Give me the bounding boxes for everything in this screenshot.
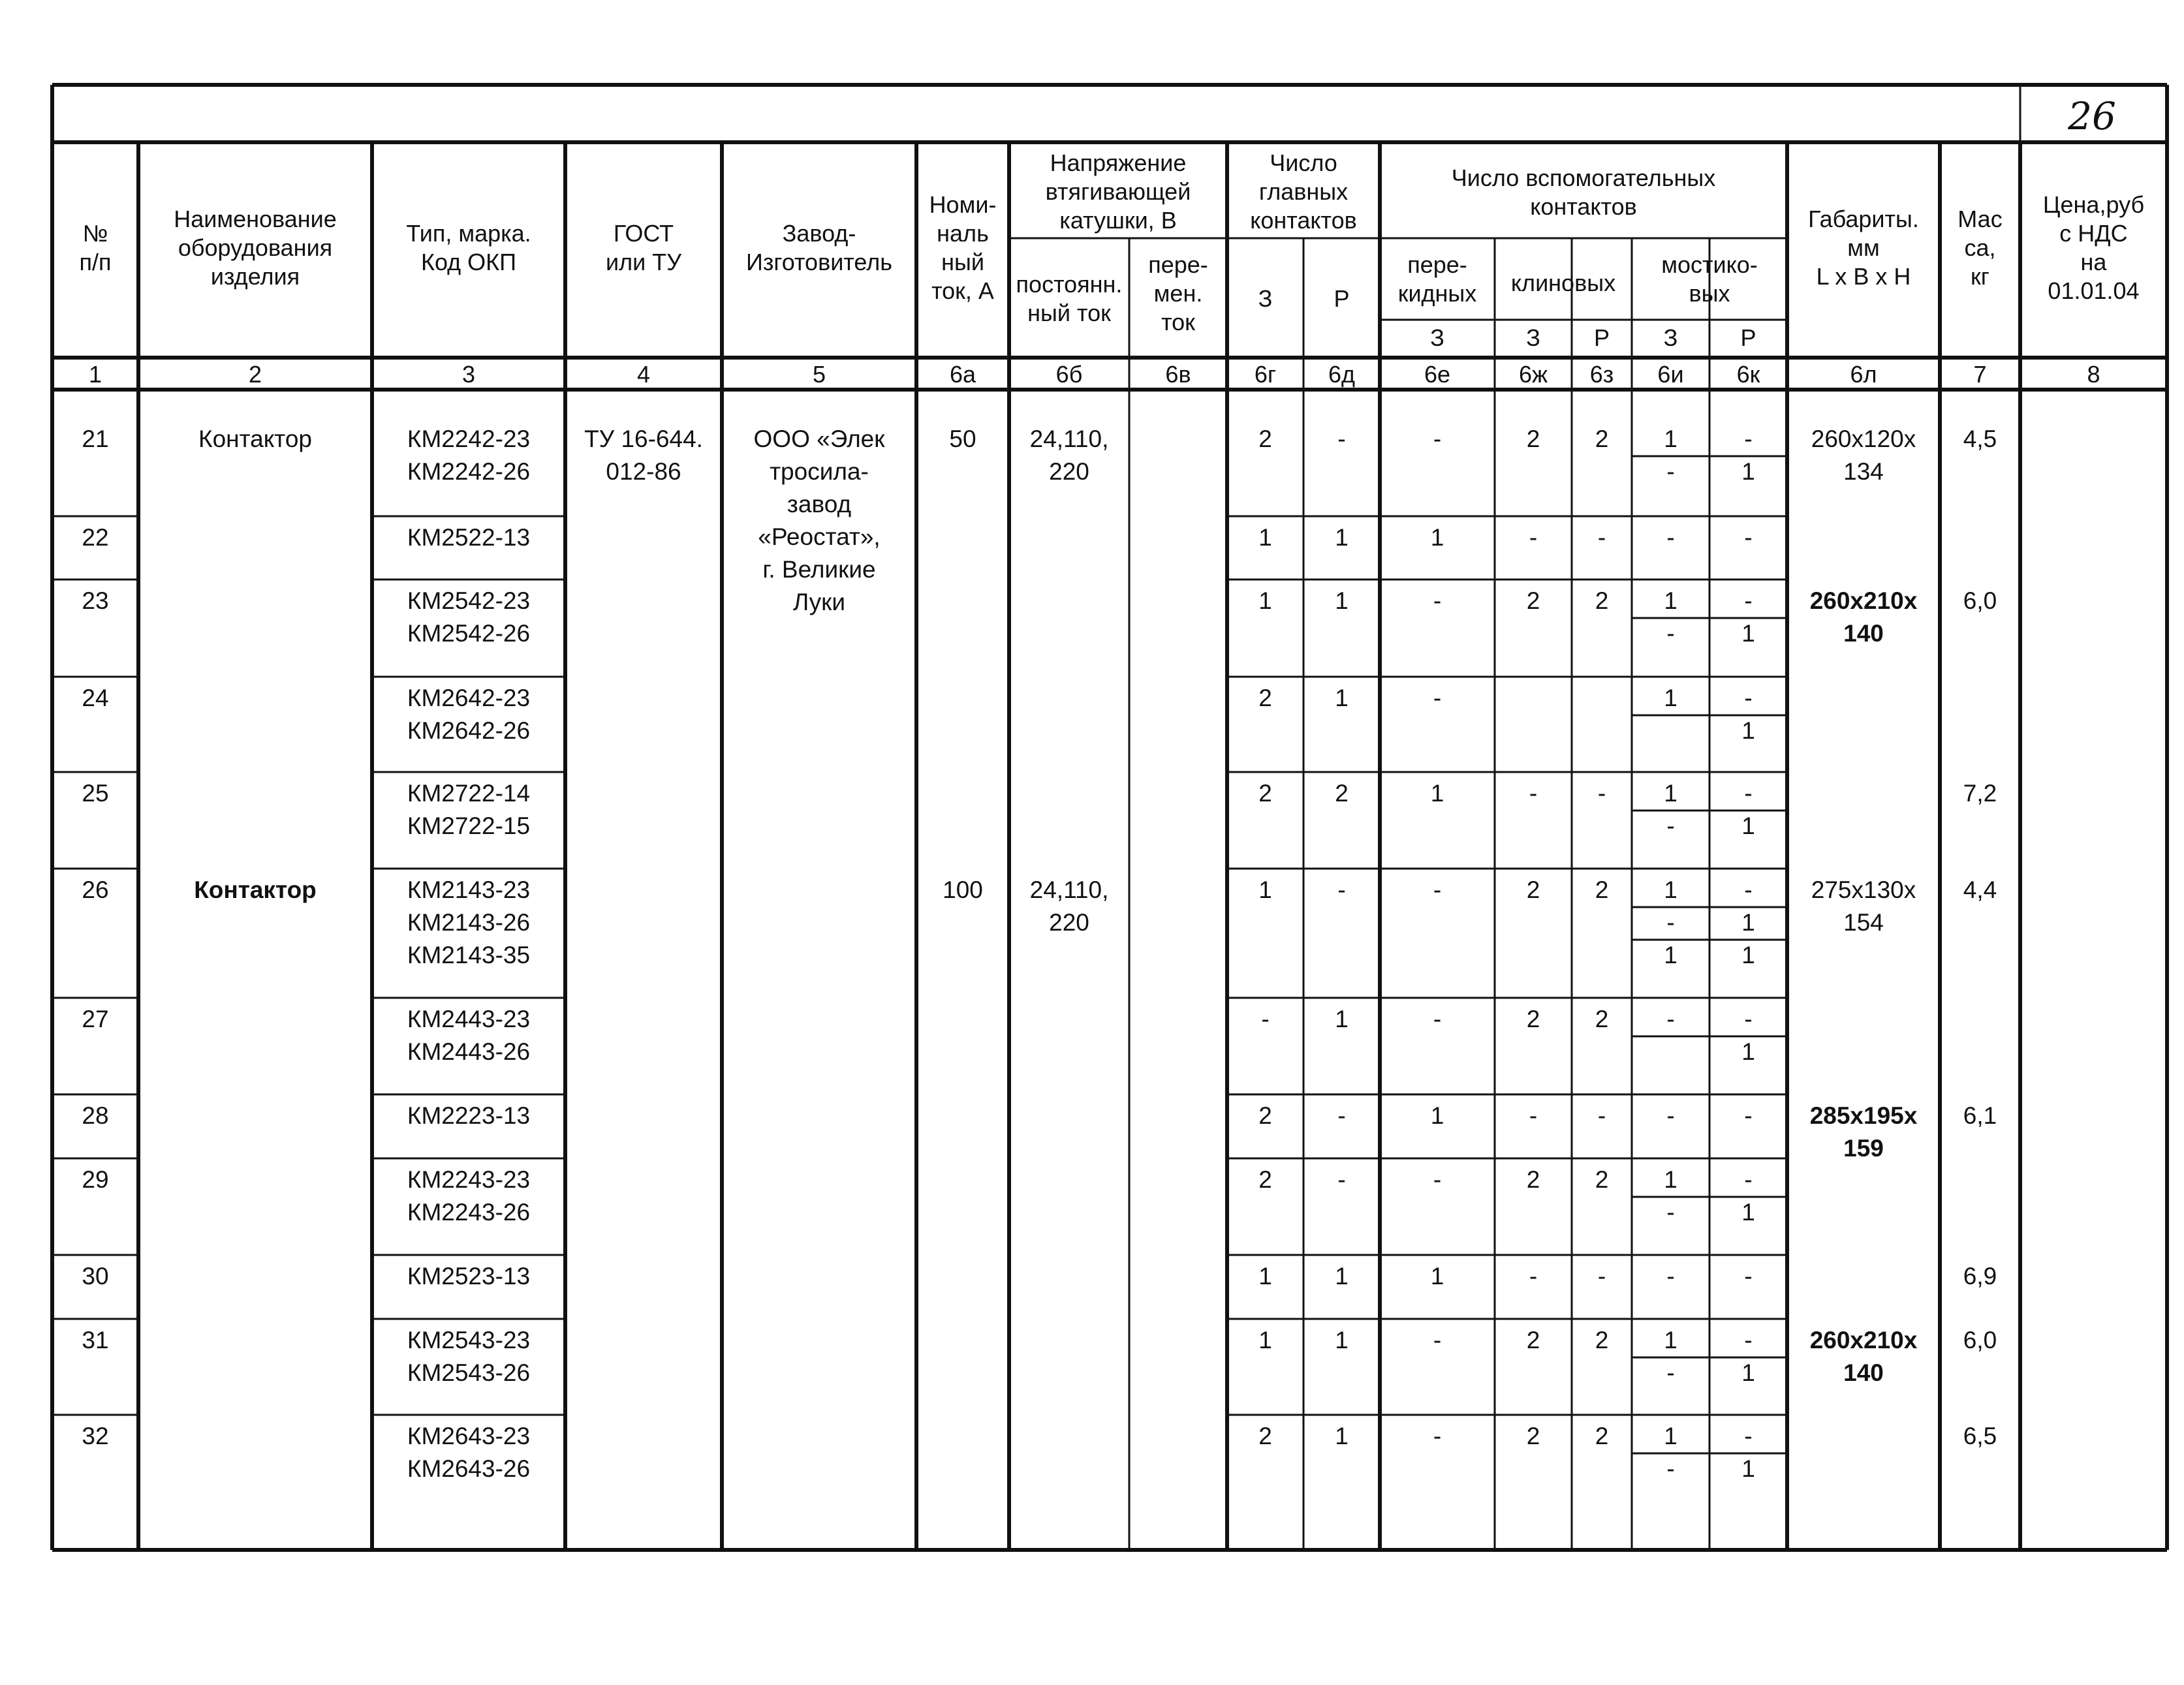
dims-value: 140 — [1843, 1359, 1884, 1386]
type-code: КМ2522-13 — [407, 524, 531, 551]
aux-wedge-r: 2 — [1595, 1166, 1609, 1193]
mass-value: 7,2 — [1963, 780, 1997, 807]
header-aux-sub: З — [1663, 324, 1678, 351]
row-number: 27 — [82, 1006, 109, 1032]
dims-value: 260x120x — [1811, 425, 1916, 452]
main-z: - — [1261, 1006, 1270, 1032]
main-z: 2 — [1258, 1423, 1272, 1449]
aux-bridge-z: 1 — [1664, 685, 1677, 711]
header-voltage: Напряжение — [1050, 149, 1187, 176]
dims-value: 134 — [1843, 458, 1884, 485]
header-current: наль — [937, 220, 989, 247]
aux-bridge-z: - — [1666, 1263, 1675, 1290]
type-code: КМ2223-13 — [407, 1102, 531, 1129]
header-current: Номи- — [929, 191, 997, 218]
type-code: КМ2242-26 — [407, 458, 531, 485]
current-value: 100 — [943, 876, 983, 903]
type-code: КМ2243-26 — [407, 1199, 531, 1226]
aux-bridge-z: 1 — [1664, 587, 1677, 614]
aux-bridge-r: - — [1744, 425, 1753, 452]
header-voltage-dc: ный ток — [1027, 300, 1111, 326]
type-code: КМ2243-23 — [407, 1166, 531, 1193]
aux-bridge-r: 1 — [1741, 812, 1755, 839]
main-r: 1 — [1335, 587, 1349, 614]
maker-value: Луки — [792, 589, 846, 615]
main-z: 1 — [1258, 876, 1272, 903]
column-number: 6д — [1328, 361, 1356, 388]
header-main-contacts: контактов — [1250, 207, 1357, 234]
aux-wedge-z: - — [1529, 1263, 1538, 1290]
column-number: 6в — [1165, 361, 1191, 388]
aux-switch: - — [1433, 685, 1442, 711]
maker-value: тросила- — [770, 458, 869, 485]
main-z: 2 — [1258, 1166, 1272, 1193]
main-z: 1 — [1258, 524, 1272, 551]
type-code: КМ2143-35 — [407, 942, 531, 968]
header-name: оборудования — [178, 234, 333, 261]
aux-switch: 1 — [1430, 1263, 1444, 1290]
column-number: 6к — [1736, 361, 1760, 388]
type-code: КМ2642-23 — [407, 685, 531, 711]
header-gost: ГОСТ — [613, 220, 674, 247]
equipment-name: Контактор — [198, 425, 312, 452]
header-voltage-ac: ток — [1161, 309, 1195, 335]
aux-wedge-r: - — [1597, 1102, 1606, 1129]
aux-bridge-z: - — [1666, 909, 1675, 936]
aux-bridge-r: 1 — [1741, 942, 1755, 968]
row-number: 29 — [82, 1166, 109, 1193]
main-z: 1 — [1258, 587, 1272, 614]
mass-value: 6,1 — [1963, 1102, 1997, 1129]
column-number: 8 — [2087, 361, 2100, 388]
aux-wedge-r: 2 — [1595, 425, 1609, 452]
aux-bridge-z: 1 — [1664, 1166, 1677, 1193]
main-z: 2 — [1258, 1102, 1272, 1129]
dims-value: 154 — [1843, 909, 1884, 936]
aux-bridge-z: 1 — [1664, 942, 1677, 968]
header-aux-switch: пере- — [1407, 251, 1467, 278]
mass-value: 6,9 — [1963, 1263, 1997, 1290]
aux-bridge-r: - — [1744, 1166, 1753, 1193]
aux-wedge-z: 2 — [1526, 1166, 1540, 1193]
aux-wedge-r: 2 — [1595, 876, 1609, 903]
aux-bridge-r: 1 — [1741, 717, 1755, 744]
maker-value: завод — [787, 491, 852, 518]
header-maker: Завод- — [782, 220, 856, 247]
header-voltage-ac: пере- — [1148, 251, 1208, 278]
main-z: 1 — [1258, 1263, 1272, 1290]
aux-bridge-r: 1 — [1741, 909, 1755, 936]
aux-bridge-r: - — [1744, 1006, 1753, 1032]
aux-wedge-z: 2 — [1526, 876, 1540, 903]
dims-value: 140 — [1843, 620, 1884, 647]
aux-bridge-r: 1 — [1741, 1199, 1755, 1226]
main-r: 1 — [1335, 1423, 1349, 1449]
maker-value: г. Великие — [762, 556, 876, 583]
aux-wedge-r: 2 — [1595, 587, 1609, 614]
type-code: КМ2542-23 — [407, 587, 531, 614]
aux-bridge-r: 1 — [1741, 1455, 1755, 1482]
type-code: КМ2722-14 — [407, 780, 531, 807]
header-dims: мм — [1847, 234, 1880, 261]
row-number: 22 — [82, 524, 109, 551]
dims-value: 260x210x — [1809, 587, 1918, 614]
aux-wedge-z: 2 — [1526, 587, 1540, 614]
header-type: Код ОКП — [420, 249, 517, 275]
header-dims: Габариты. — [1808, 206, 1919, 232]
type-code: КМ2542-26 — [407, 620, 531, 647]
dims-value: 260x210x — [1809, 1327, 1918, 1353]
main-r: 1 — [1335, 685, 1349, 711]
aux-wedge-r: 2 — [1595, 1327, 1609, 1353]
header-aux-switch: кидных — [1397, 280, 1477, 307]
header-aux-contacts: контактов — [1530, 193, 1637, 220]
aux-switch: - — [1433, 1423, 1442, 1449]
header-main-z: З — [1258, 285, 1273, 312]
main-r: 1 — [1335, 1006, 1349, 1032]
page-number: 26 — [2068, 94, 2116, 138]
aux-bridge-z: - — [1666, 620, 1675, 647]
header-voltage: втягивающей — [1045, 178, 1191, 205]
mass-value: 4,4 — [1963, 876, 1997, 903]
aux-wedge-r: 2 — [1595, 1423, 1609, 1449]
mass-value: 6,5 — [1963, 1423, 1997, 1449]
header-voltage: катушки, В — [1059, 207, 1177, 234]
row-number: 28 — [82, 1102, 109, 1129]
header-aux-sub: Р — [1740, 324, 1756, 351]
header-aux-wedge: клиновых — [1510, 270, 1616, 296]
header-current: ный — [941, 249, 984, 275]
aux-bridge-z: - — [1666, 1455, 1675, 1482]
main-z: 2 — [1258, 780, 1272, 807]
type-code: КМ2722-15 — [407, 812, 531, 839]
main-z: 1 — [1258, 1327, 1272, 1353]
header-type: Тип, марка. — [406, 220, 531, 247]
row-number: 21 — [82, 425, 109, 452]
aux-bridge-z: - — [1666, 812, 1675, 839]
aux-switch: - — [1433, 1166, 1442, 1193]
header-aux-bridge: мостико- — [1661, 251, 1758, 278]
maker-value: «Реостат», — [758, 523, 881, 550]
aux-switch: - — [1433, 1327, 1442, 1353]
aux-bridge-r: - — [1744, 524, 1753, 551]
header-gost: или ТУ — [605, 249, 682, 275]
row-number: 25 — [82, 780, 109, 807]
column-number: 7 — [1973, 361, 1987, 388]
column-number: 6л — [1850, 361, 1877, 388]
aux-switch: 1 — [1430, 524, 1444, 551]
aux-switch: 1 — [1430, 780, 1444, 807]
header-aux-sub: З — [1526, 324, 1540, 351]
header-mass: са, — [1964, 234, 1996, 261]
aux-bridge-z: - — [1666, 458, 1675, 485]
row-number: 31 — [82, 1327, 109, 1353]
maker-value: ООО «Элек — [753, 425, 885, 452]
header-aux-contacts: Число вспомогательных — [1451, 164, 1716, 191]
aux-wedge-z: 2 — [1526, 425, 1540, 452]
aux-bridge-r: - — [1744, 587, 1753, 614]
column-number: 6а — [949, 361, 976, 388]
row-number: 24 — [82, 685, 109, 711]
type-code: КМ2242-23 — [407, 425, 531, 452]
column-number: 6б — [1055, 361, 1083, 388]
mass-value: 6,0 — [1963, 587, 1997, 614]
aux-wedge-z: 2 — [1526, 1423, 1540, 1449]
aux-bridge-z: - — [1666, 1006, 1675, 1032]
aux-bridge-r: - — [1744, 1423, 1753, 1449]
mass-value: 6,0 — [1963, 1327, 1997, 1353]
aux-wedge-r: 2 — [1595, 1006, 1609, 1032]
type-code: КМ2643-23 — [407, 1423, 531, 1449]
aux-bridge-z: 1 — [1664, 1327, 1677, 1353]
main-z: 2 — [1258, 685, 1272, 711]
aux-switch: 1 — [1430, 1102, 1444, 1129]
header-name: Наименование — [174, 206, 337, 232]
main-r: 1 — [1335, 524, 1349, 551]
aux-bridge-r: 1 — [1741, 1359, 1755, 1386]
type-code: КМ2543-23 — [407, 1327, 531, 1353]
header-price: с НДС — [2059, 220, 2128, 247]
aux-wedge-z: - — [1529, 524, 1538, 551]
dims-value: 275x130x — [1811, 876, 1916, 903]
column-number: 6и — [1657, 361, 1684, 388]
column-number: 3 — [461, 361, 476, 388]
aux-bridge-z: - — [1666, 524, 1675, 551]
aux-switch: - — [1433, 876, 1442, 903]
current-value: 50 — [949, 425, 976, 452]
mass-value: 4,5 — [1963, 425, 1997, 452]
aux-wedge-z: - — [1529, 1102, 1538, 1129]
header-aux-sub: Р — [1593, 324, 1610, 351]
header-mass: кг — [1971, 263, 1989, 290]
type-code: КМ2443-26 — [407, 1038, 531, 1065]
header-no: п/п — [79, 249, 112, 275]
dc-voltage: 220 — [1049, 909, 1089, 936]
aux-bridge-z: 1 — [1664, 1423, 1677, 1449]
row-number: 26 — [82, 876, 109, 903]
table-text — [80, 94, 2145, 1482]
header-price: на — [2080, 249, 2107, 275]
column-number: 6г — [1254, 361, 1277, 388]
row-number: 32 — [82, 1423, 109, 1449]
aux-bridge-r: - — [1744, 780, 1753, 807]
aux-wedge-z: 2 — [1526, 1006, 1540, 1032]
header-price: 01.01.04 — [2048, 277, 2140, 304]
aux-bridge-z: 1 — [1664, 780, 1677, 807]
dc-voltage: 24,110, — [1029, 425, 1109, 452]
column-number: 5 — [812, 361, 826, 388]
main-r: 1 — [1335, 1263, 1349, 1290]
type-code: КМ2543-26 — [407, 1359, 531, 1386]
header-price: Цена,руб — [2042, 191, 2145, 218]
header-aux-sub: З — [1430, 324, 1444, 351]
type-code: КМ2643-26 — [407, 1455, 531, 1482]
aux-bridge-r: 1 — [1741, 620, 1755, 647]
aux-bridge-z: - — [1666, 1102, 1675, 1129]
type-code: КМ2523-13 — [407, 1263, 531, 1290]
aux-bridge-z: - — [1666, 1359, 1675, 1386]
aux-wedge-z: - — [1529, 780, 1538, 807]
column-number: 6ж — [1518, 361, 1548, 388]
aux-bridge-r: 1 — [1741, 1038, 1755, 1065]
header-voltage-ac: мен. — [1153, 280, 1203, 307]
aux-wedge-r: - — [1597, 780, 1606, 807]
column-number: 6е — [1424, 361, 1451, 388]
type-code: КМ2143-26 — [407, 909, 531, 936]
type-code: КМ2443-23 — [407, 1006, 531, 1032]
main-r: - — [1337, 425, 1346, 452]
column-number: 4 — [636, 361, 651, 388]
dc-voltage: 220 — [1049, 458, 1089, 485]
column-number: 6з — [1589, 361, 1614, 388]
dc-voltage: 24,110, — [1029, 876, 1109, 903]
dims-value: 159 — [1843, 1135, 1884, 1162]
main-r: 2 — [1335, 780, 1349, 807]
column-number: 1 — [88, 361, 102, 388]
header-aux-bridge: вых — [1689, 280, 1730, 307]
row-number: 23 — [82, 587, 109, 614]
aux-bridge-r: - — [1744, 876, 1753, 903]
aux-wedge-r: - — [1597, 524, 1606, 551]
header-no: № — [82, 220, 108, 247]
aux-bridge-r: - — [1744, 1102, 1753, 1129]
main-z: 2 — [1258, 425, 1272, 452]
header-voltage-dc: постоянн. — [1016, 271, 1123, 298]
aux-bridge-z: 1 — [1664, 876, 1677, 903]
gost-value: 012-86 — [606, 458, 681, 485]
type-code: КМ2143-23 — [407, 876, 531, 903]
type-code: КМ2642-26 — [407, 717, 531, 744]
main-r: 1 — [1335, 1327, 1349, 1353]
aux-wedge-z: 2 — [1526, 1327, 1540, 1353]
header-dims: L x B x H — [1816, 263, 1911, 290]
aux-bridge-r: - — [1744, 1327, 1753, 1353]
aux-switch: - — [1433, 425, 1442, 452]
header-name: изделия — [210, 263, 300, 290]
aux-bridge-z: - — [1666, 1199, 1675, 1226]
aux-switch: - — [1433, 587, 1442, 614]
header-maker: Изготовитель — [746, 249, 892, 275]
header-main-r: Р — [1334, 285, 1350, 312]
aux-wedge-r: - — [1597, 1263, 1606, 1290]
main-r: - — [1337, 876, 1346, 903]
column-number: 2 — [248, 361, 262, 388]
dims-value: 285x195x — [1809, 1102, 1918, 1129]
aux-bridge-r: 1 — [1741, 458, 1755, 485]
header-current: ток, А — [931, 277, 994, 304]
gost-value: ТУ 16-644. — [584, 425, 703, 452]
aux-bridge-z: 1 — [1664, 425, 1677, 452]
aux-bridge-r: - — [1744, 685, 1753, 711]
header-main-contacts: главных — [1258, 178, 1349, 205]
header-mass: Мас — [1958, 206, 2003, 232]
row-number: 30 — [82, 1263, 109, 1290]
main-r: - — [1337, 1102, 1346, 1129]
aux-switch: - — [1433, 1006, 1442, 1032]
header-main-contacts: Число — [1270, 149, 1337, 176]
main-r: - — [1337, 1166, 1346, 1193]
equipment-name: Контактор — [194, 876, 317, 903]
aux-bridge-r: - — [1744, 1263, 1753, 1290]
